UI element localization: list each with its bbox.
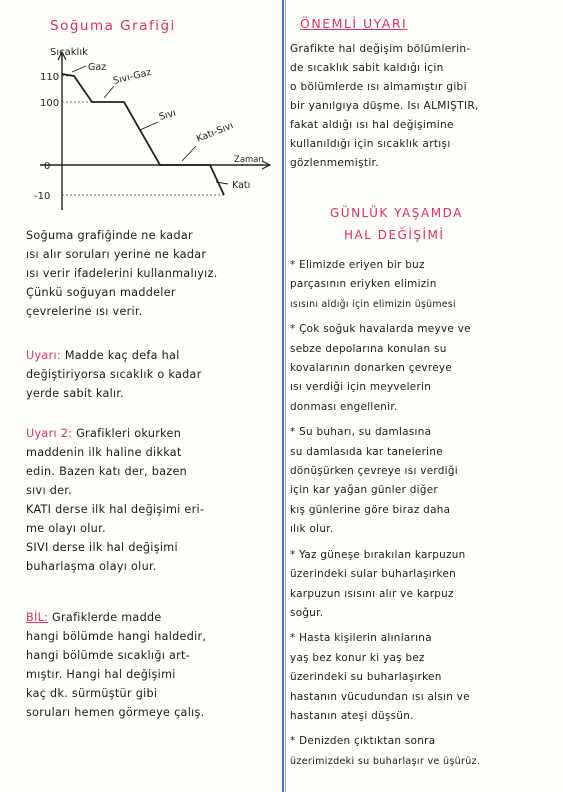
gunluk-title-line1: GÜNLÜK YAŞAMDA xyxy=(330,206,463,220)
arrow-sivi-gaz xyxy=(104,86,114,98)
text-line: hastanın ateşi düşsün. xyxy=(290,709,414,722)
text-line: üzerindeki sular buharlaşırken xyxy=(290,568,457,581)
text-line: hangi bölümde sıcaklığı art- xyxy=(26,649,191,662)
text-line: * Hasta kişilerin alınlarına xyxy=(290,632,432,645)
onemli-uyari-text xyxy=(290,40,563,173)
y-axis-label: Sıcaklık xyxy=(50,47,88,58)
text-line: Grafikleri okurken xyxy=(76,427,182,440)
x-axis-label: Zaman xyxy=(234,155,264,165)
text-line: değiştiriyorsa sıcaklık o kadar xyxy=(26,368,202,381)
text-line: gözlenmemiştir. xyxy=(290,157,379,169)
text-line: ısı alır soruları yerine ne kadar xyxy=(26,248,207,261)
segment-label-gaz: Gaz xyxy=(88,62,107,73)
text-line: üzerimizdeki su buharlaşır ve üşürüz. xyxy=(290,755,481,767)
text-line: için kar yağan günler diğer xyxy=(290,484,438,497)
uyari-1 xyxy=(26,346,276,403)
text-line: dönüşürken çevreye ısı verdiği xyxy=(290,465,458,478)
text-line: mıştır. Hangi hal değişimi xyxy=(26,668,176,681)
text-line: buharlaşma olayı olur. xyxy=(26,560,157,573)
text-line: ısısını aldığı için elimizin üşümesi xyxy=(290,298,456,310)
y-tick-0: 0 xyxy=(44,161,51,172)
onemli-uyari-title: ÖNEMLİ UYARI xyxy=(300,16,408,31)
text-line: Madde kaç defa hal xyxy=(64,349,180,362)
text-line: kovalarının donarken çevreye xyxy=(290,362,453,375)
text-line: me olayı olur. xyxy=(26,522,106,535)
y-tick-minus10: -10 xyxy=(34,191,51,202)
arrow-kati-sivi xyxy=(182,146,196,161)
text-line: kaç dk. sürmüştür gibi xyxy=(26,687,158,700)
text-line: Soğuma grafiğinde ne kadar xyxy=(26,229,193,242)
text-line: su damlasıda kar tanelerine xyxy=(290,445,443,458)
graph-title: Soğuma Grafiği xyxy=(50,18,176,34)
text-line: yaş bez konur ki yaş bez xyxy=(290,651,425,664)
text-line: hastanın vücudundan ısı alsın ve xyxy=(290,690,470,703)
text-line: ılık olur. xyxy=(290,523,334,536)
list-item xyxy=(290,629,563,726)
text-line: yerde sabit kalır. xyxy=(26,387,125,400)
cooling-graph xyxy=(0,40,275,240)
text-line: soğur. xyxy=(290,606,324,619)
uyari-2-label: Uyarı 2: xyxy=(26,427,73,440)
text-line: * Elimizde eriyen bir buz xyxy=(290,259,425,271)
text-line: sebze depolarına konulan su xyxy=(290,342,447,355)
list-item xyxy=(290,256,563,314)
text-line: edin. Bazen katı der, bazen xyxy=(26,465,188,478)
text-line: o bölümlerde ısı almamıştır gibi xyxy=(290,81,467,93)
cooling-note xyxy=(26,226,276,321)
text-line: kullanıldığı için sıcaklık artışı xyxy=(290,138,451,150)
arrow-sivi xyxy=(140,122,158,130)
text-line: parçasının eriyken elimizin xyxy=(290,278,437,291)
text-line: ısı verir ifadelerini kullanmalıyız. xyxy=(26,267,218,280)
text-line: üzerindeki su buharlaşırken xyxy=(290,671,442,684)
gunluk-title-line2: HAL DEĞİŞİMİ xyxy=(344,228,445,242)
text-line: KATI derse ilk hal değişimi eri- xyxy=(26,503,205,516)
text-line: Grafikte hal değişim bölümlerin- xyxy=(290,43,471,55)
text-line: hangi bölümde hangi haldedir, xyxy=(26,630,207,643)
text-line: de sıcaklık sabit kaldığı için xyxy=(290,62,444,74)
daily-examples xyxy=(290,256,563,771)
segment-label-sivi-gaz: Sıvı-Gaz xyxy=(112,66,153,87)
text-line: bir yanılgıya düşme. Isı ALMIŞTIR, xyxy=(290,100,479,112)
segment-label-kati-sivi: Katı-Sıvı xyxy=(195,120,235,145)
text-line: sıvı der. xyxy=(26,484,73,497)
text-line: donması engellenir. xyxy=(290,400,398,413)
text-line: karpuzun ısısını alır ve karpuz xyxy=(290,587,454,600)
bil-note xyxy=(26,608,278,722)
uyari-1-label: Uyarı: xyxy=(26,349,61,362)
list-item xyxy=(290,423,563,539)
y-tick-110: 110 xyxy=(40,72,60,83)
text-line: * Denizden çıktıktan sonra xyxy=(290,735,436,748)
segment-label-kati: Katı xyxy=(232,180,251,191)
list-item xyxy=(290,732,563,771)
text-line: Çünkü soğuyan maddeler xyxy=(26,286,176,299)
bil-label: BİL: xyxy=(26,611,49,624)
text-line: fakat aldığı ısı hal değişimine xyxy=(290,119,454,131)
text-line: SIVI derse ilk hal değişimi xyxy=(26,541,178,554)
text-line: soruları hemen görmeye çalış. xyxy=(26,706,205,719)
text-line: kış günlerine göre biraz daha xyxy=(290,503,451,516)
list-item xyxy=(290,320,563,417)
text-line: çevrelerine ısı verir. xyxy=(26,305,143,318)
text-line: Grafiklerde madde xyxy=(52,611,162,624)
text-line: * Çok soğuk havalarda meyve ve xyxy=(290,323,471,336)
list-item xyxy=(290,546,563,624)
uyari-2 xyxy=(26,424,276,576)
arrow-gaz xyxy=(72,66,86,72)
text-line: maddenin ilk haline dikkat xyxy=(26,446,182,459)
segment-label-sivi: Sıvı xyxy=(157,107,178,123)
text-line: ısı verdiği için meyvelerin xyxy=(290,381,432,394)
text-line: * Yaz güneşe bırakılan karpuzun xyxy=(290,548,466,561)
text-line: * Su buharı, su damlasına xyxy=(290,426,432,439)
y-tick-100: 100 xyxy=(40,98,60,109)
column-divider xyxy=(282,0,284,792)
column-divider-secondary xyxy=(285,0,286,792)
